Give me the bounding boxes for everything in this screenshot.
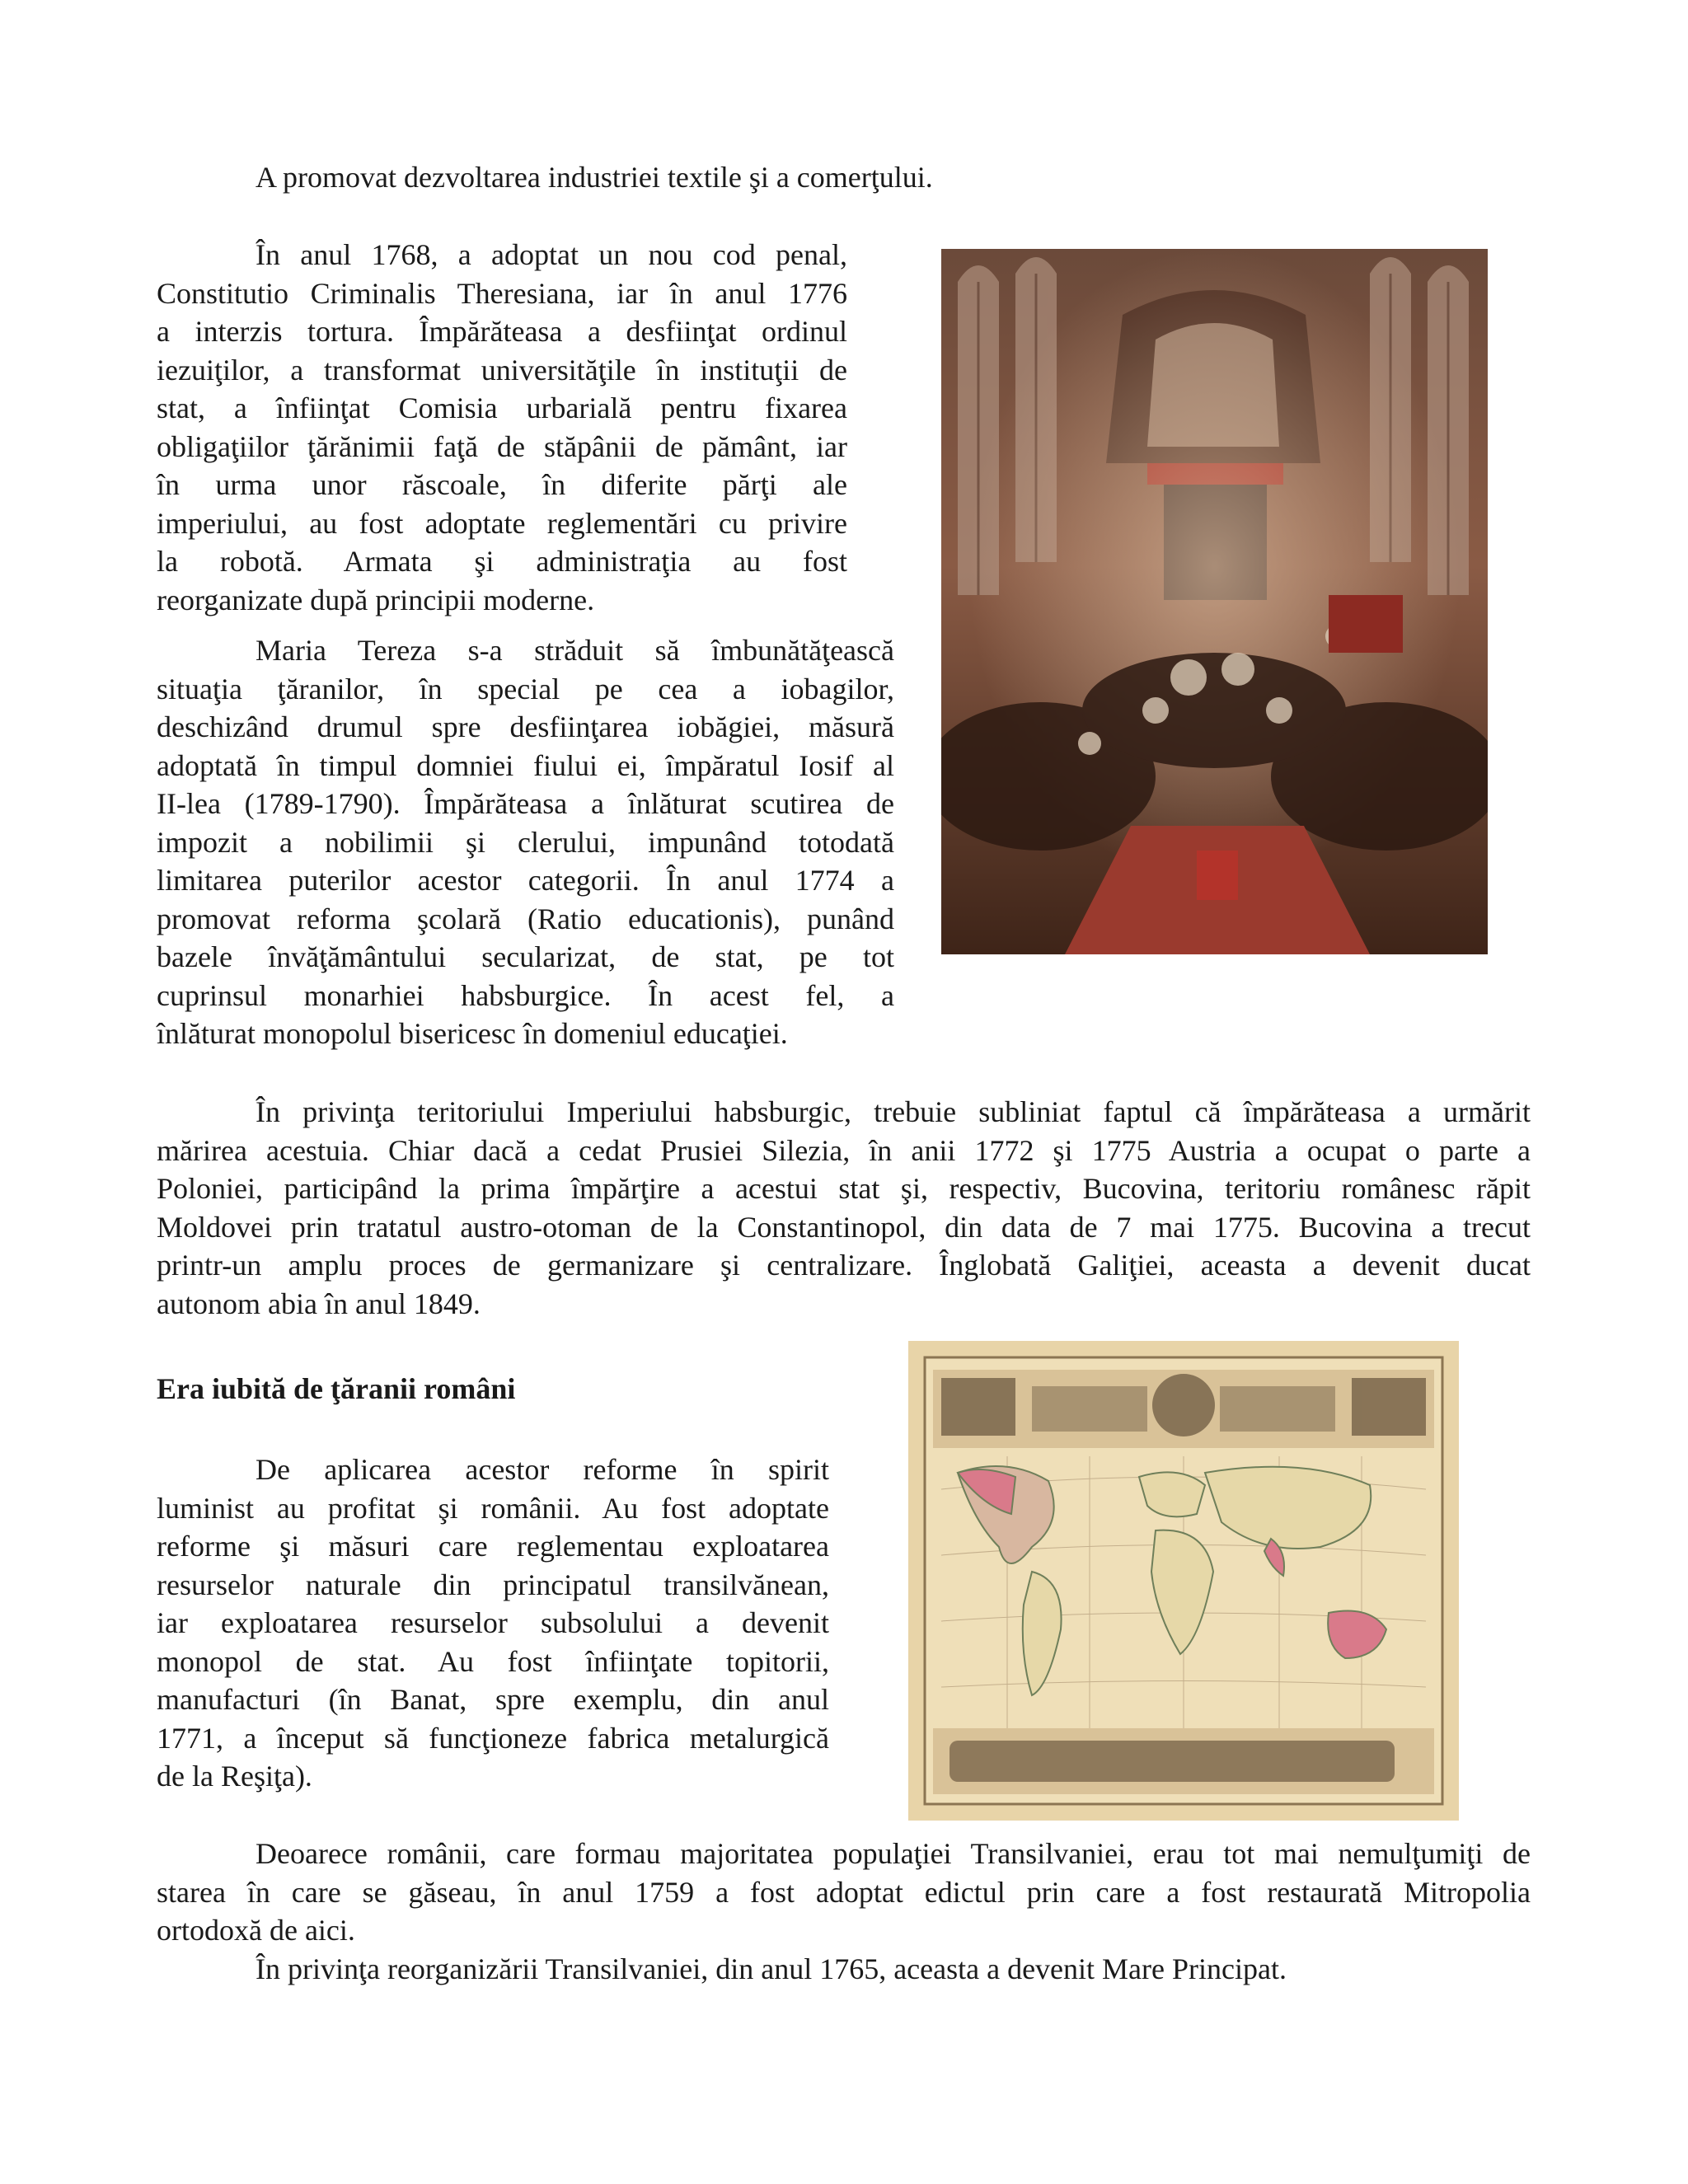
text-line: De aplicarea acestor reforme în spirit — [256, 1453, 829, 1486]
text-line: Maria Tereza s-a străduit să îmbunătăţească — [256, 634, 894, 667]
paragraph-metropolis — [157, 1835, 1531, 1950]
text-line: imperiului, au fost adoptate reglementări cu privire — [157, 506, 847, 540]
section-heading: Era iubită de ţăranii români — [157, 1372, 516, 1405]
text-line: În anul 1768, a adoptat un nou cod penal, — [256, 238, 847, 271]
text-line: monopol de stat. Au fost înfiinţate topitorii, — [157, 1644, 829, 1678]
coronation-painting-image — [941, 249, 1488, 954]
text-line: 1771, a început să funcţioneze fabrica metalurgică — [157, 1721, 829, 1755]
text-line: situaţia ţăranilor, în special pe cea a iobagilor, — [157, 672, 894, 705]
paragraph-maria-tereza — [157, 631, 894, 1053]
text-line: a interzis tortura. Împărăteasa a desfiinţat ordinul — [157, 315, 847, 348]
text-line: cuprinsul monarhiei habsburgice. În acest fel, a — [157, 978, 894, 1012]
text-line: promovat reforma şcolară (Ratio educationis), punând — [157, 902, 894, 935]
text-line: mărirea acestuia. Chiar dacă a cedat Prusiei Silezia, în anii 1772 şi 1775 Austria a ocupat o parte a — [157, 1133, 1531, 1167]
text-line: În privinţa teritoriului Imperiului habsburgic, trebuie subliniat faptul că împărăteasa a urmărit — [256, 1095, 1531, 1128]
text-line: manufacturi (în Banat, spre exemplu, din anul — [157, 1683, 829, 1716]
text-line: În privinţa reorganizării Transilvaniei, din anul 1765, aceasta a devenit Mare Principat. — [256, 1952, 1287, 1985]
text-line: reforme şi măsuri care reglementau exploatarea — [157, 1530, 829, 1563]
text-line: impozit a nobilimii şi clerului, impunând totodată — [157, 825, 894, 859]
text-line: II-lea (1789-1790). Împărăteasa a înlăturat scutirea de — [157, 787, 894, 820]
text-line: iar exploatarea resurselor subsolului a devenit — [157, 1606, 829, 1639]
world-map-image — [908, 1341, 1459, 1821]
text-line: reorganizate după principii moderne. — [157, 583, 595, 616]
paragraph-intro — [256, 158, 933, 197]
text-line: Deoarece românii, care formau majoritatea populaţiei Transilvaniei, erau tot mai nemulţumiţi de — [256, 1837, 1531, 1870]
text-line: la robotă. Armata şi administraţia au fost — [157, 545, 847, 578]
text-line: autonom abia în anul 1849. — [157, 1286, 481, 1320]
paragraph-romanians — [157, 1451, 829, 1796]
text-line: limitarea puterilor acestor categorii. În anul 1774 a — [157, 864, 894, 897]
text-line: A promovat dezvoltarea industriei textile şi a comerţului. — [256, 161, 933, 194]
text-line: în urma unor răscoale, în diferite părţi ale — [157, 468, 847, 501]
text-line: Moldovei prin tratatul austro-otoman de la Constantinopol, din data de 7 mai 1775. Bucovina a trecut — [157, 1210, 1531, 1244]
paragraph-penal-code — [157, 236, 847, 619]
text-line: luminist au profitat şi românii. Au fost adoptate — [157, 1491, 829, 1525]
text-line: adoptată în timpul domniei fiului ei, împăratul Iosif al — [157, 748, 894, 782]
text-line: starea în care se găseau, în anul 1759 a fost adoptat edictul prin care a fost restaurată Mitropolia — [157, 1875, 1531, 1909]
text-line: ortodoxă de aici. — [157, 1914, 355, 1947]
text-line: stat, a înfiinţat Comisia urbarială pentru fixarea — [157, 391, 847, 424]
paragraph-grand-principality — [256, 1950, 1287, 1989]
text-line: printr-un amplu proces de germanizare şi centralizare. Înglobată Galiţiei, aceasta a devenit ducat — [157, 1249, 1531, 1282]
text-line: bazele învăţământului secularizat, de stat, pe tot — [157, 940, 894, 973]
text-line: Poloniei, participând la prima împărţire a acestui stat şi, respectiv, Bucovina, teritoriu românesc răpit — [157, 1172, 1531, 1205]
text-line: Constitutio Criminalis Theresiana, iar în anul 1776 — [157, 276, 847, 310]
text-line: de la Reşiţa). — [157, 1760, 312, 1793]
paragraph-territory — [157, 1093, 1531, 1323]
text-line: deschizând drumul spre desfiinţarea iobăgiei, măsură — [157, 710, 894, 743]
text-line: înlăturat monopolul bisericesc în domeniul educaţiei. — [157, 1017, 788, 1050]
text-line: iezuiţilor, a transformat universităţile în instituţii de — [157, 353, 847, 387]
text-line: resurselor naturale din principatul transilvănean, — [157, 1568, 829, 1601]
text-line: obligaţiilor ţărănimii faţă de stăpânii de pământ, iar — [157, 429, 847, 463]
